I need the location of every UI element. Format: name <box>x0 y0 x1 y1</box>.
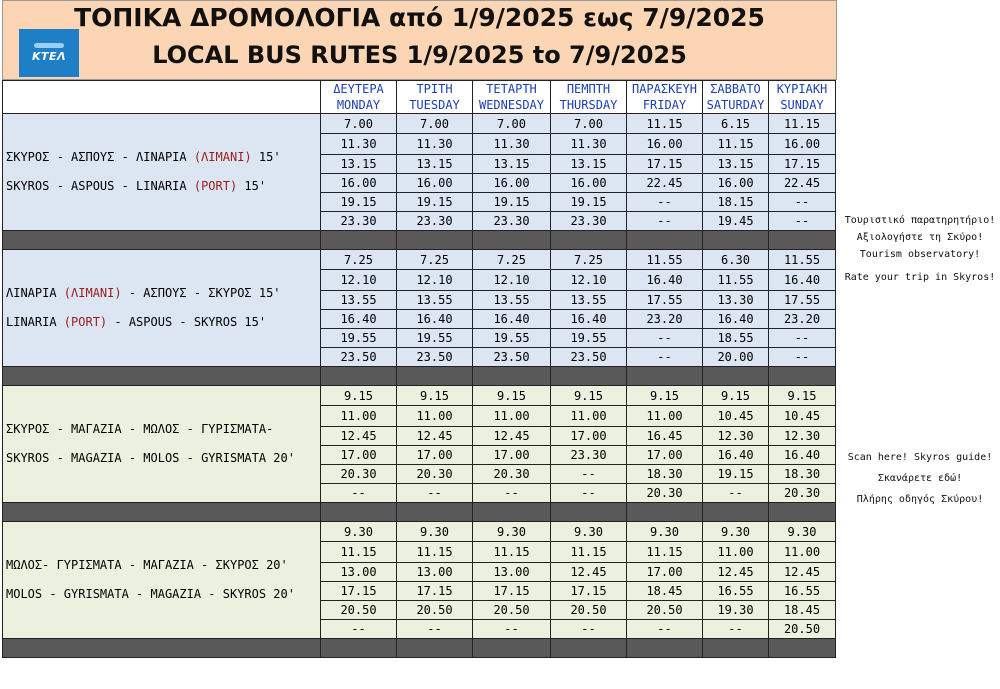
day-english: MONDAY <box>336 98 381 112</box>
departure-time-cell: 13.55 <box>397 291 473 310</box>
separator-cell <box>473 231 551 250</box>
departure-time-cell: 13.15 <box>551 155 627 174</box>
route-text: SKYROS - MAGAZIA - MOLOS - GYRISMATA 20' <box>6 451 295 465</box>
route-name-greek <box>6 556 320 575</box>
departure-time-cell: 11.30 <box>321 134 397 155</box>
departure-time-cell: 7.25 <box>397 250 473 270</box>
separator-cell <box>703 503 769 522</box>
departure-time-cell: 9.15 <box>627 386 703 406</box>
departure-time-cell: 23.30 <box>551 446 627 465</box>
day-greek: ΤΡΙΤΗ <box>416 82 453 96</box>
departure-time-cell: 6.30 <box>703 250 769 270</box>
separator-cell <box>397 503 473 522</box>
departure-time-cell: 23.50 <box>321 348 397 367</box>
route-name-english <box>6 449 320 468</box>
separator-cell <box>321 367 397 386</box>
day-header-row <box>3 81 836 114</box>
departure-time-cell: 11.00 <box>551 406 627 427</box>
day-header <box>397 81 473 114</box>
departure-time-cell: 7.25 <box>321 250 397 270</box>
departure-time-cell: 12.10 <box>473 270 551 291</box>
departure-time-cell: 23.20 <box>627 310 703 329</box>
route-name-english <box>6 177 320 196</box>
departure-time-cell: 11.15 <box>627 114 703 134</box>
departure-time-cell: 13.00 <box>397 563 473 582</box>
day-greek: ΚΥΡΙΑΚΗ <box>776 82 828 96</box>
day-greek: ΣΑΒΒΑΤΟ <box>710 82 761 96</box>
departure-time-cell: 17.15 <box>627 155 703 174</box>
departure-time-cell: 19.55 <box>321 329 397 348</box>
departure-time-cell: 23.20 <box>769 310 836 329</box>
departure-time-cell: 23.50 <box>551 348 627 367</box>
departure-time-cell: 19.15 <box>397 193 473 212</box>
day-english: FRIDAY <box>642 98 687 112</box>
departure-time-cell: 11.30 <box>397 134 473 155</box>
departure-time-cell: 19.15 <box>473 193 551 212</box>
separator-cell <box>397 231 473 250</box>
departure-time-cell: 11.15 <box>769 114 836 134</box>
departure-time-cell: 20.50 <box>397 601 473 620</box>
route-text: ΜΩΛΟΣ- ΓΥΡΙΣΜΑΤΑ - ΜΑΓΑΖΙΑ - ΣΚΥΡΟΣ 20' <box>6 558 288 572</box>
departure-time-cell: 23.30 <box>321 212 397 231</box>
departure-time-cell: 9.15 <box>551 386 627 406</box>
separator-cell <box>769 639 836 658</box>
departure-time-cell: -- <box>473 620 551 639</box>
departure-time-cell: 7.25 <box>473 250 551 270</box>
departure-time-cell: -- <box>769 193 836 212</box>
section-separator <box>3 231 836 250</box>
note-line: Scan here! Skyros guide! <box>847 452 993 463</box>
departure-time-cell: 11.00 <box>627 406 703 427</box>
port-text: (ΛΙΜΑΝΙ) <box>63 286 122 300</box>
departure-time-cell: 7.00 <box>473 114 551 134</box>
table-row <box>3 250 836 270</box>
note-line: Σκανάρετε εδώ! <box>877 473 963 484</box>
route-name-greek <box>6 420 320 439</box>
route-label-cell <box>3 114 321 231</box>
departure-time-cell: 13.55 <box>551 291 627 310</box>
departure-time-cell: 19.15 <box>321 193 397 212</box>
departure-time-cell: 17.00 <box>551 427 627 446</box>
departure-time-cell: -- <box>551 484 627 503</box>
table-row <box>3 522 836 542</box>
departure-time-cell: -- <box>769 348 836 367</box>
departure-time-cell: 16.00 <box>473 174 551 193</box>
departure-time-cell: 17.55 <box>627 291 703 310</box>
departure-time-cell: 13.15 <box>321 155 397 174</box>
departure-time-cell: -- <box>321 484 397 503</box>
departure-time-cell: 19.15 <box>551 193 627 212</box>
section-separator <box>3 639 836 658</box>
departure-time-cell: 20.50 <box>769 620 836 639</box>
header-banner <box>2 0 837 80</box>
route-text: LINARIA <box>6 315 64 329</box>
separator-cell <box>397 639 473 658</box>
departure-time-cell: 20.30 <box>473 465 551 484</box>
departure-time-cell: 7.00 <box>321 114 397 134</box>
departure-time-cell: 16.55 <box>703 582 769 601</box>
departure-time-cell: 9.30 <box>769 522 836 542</box>
route-text: SKYROS - ASPOUS - LINARIA <box>6 179 194 193</box>
departure-time-cell: 17.00 <box>627 446 703 465</box>
departure-time-cell: 11.00 <box>769 542 836 563</box>
route-name-greek <box>6 148 320 167</box>
departure-time-cell: 16.40 <box>769 270 836 291</box>
departure-time-cell: 16.55 <box>769 582 836 601</box>
departure-time-cell: -- <box>627 620 703 639</box>
departure-time-cell: 9.30 <box>627 522 703 542</box>
logo-text: KTEΛ <box>31 50 67 63</box>
departure-time-cell: 11.55 <box>627 250 703 270</box>
departure-time-cell: 13.15 <box>473 155 551 174</box>
departure-time-cell: 17.00 <box>397 446 473 465</box>
departure-time-cell: 16.40 <box>703 446 769 465</box>
separator-cell <box>551 503 627 522</box>
duration-text: - ΑΣΠΟΥΣ - ΣΚΥΡΟΣ 15' <box>121 286 281 300</box>
departure-time-cell: -- <box>321 620 397 639</box>
section-separator <box>3 503 836 522</box>
separator-cell <box>397 367 473 386</box>
route-name-english <box>6 313 320 332</box>
separator-cell <box>473 367 551 386</box>
departure-time-cell: 11.15 <box>551 542 627 563</box>
day-english: THURSDAY <box>559 98 618 112</box>
separator-cell <box>703 367 769 386</box>
separator-cell <box>473 503 551 522</box>
port-text: (ΛΙΜΑΝΙ) <box>193 150 252 164</box>
departure-time-cell: 13.55 <box>321 291 397 310</box>
departure-time-cell: -- <box>627 212 703 231</box>
separator-cell <box>627 231 703 250</box>
departure-time-cell: 16.00 <box>397 174 473 193</box>
separator-cell <box>551 367 627 386</box>
departure-time-cell: 13.00 <box>321 563 397 582</box>
departure-time-cell: 9.15 <box>321 386 397 406</box>
departure-time-cell: 11.00 <box>321 406 397 427</box>
separator-cell <box>3 639 321 658</box>
departure-time-cell: 18.45 <box>627 582 703 601</box>
departure-time-cell: 22.45 <box>769 174 836 193</box>
departure-time-cell: -- <box>769 212 836 231</box>
day-greek: ΠΑΡΑΣΚΕΥΗ <box>631 82 698 96</box>
departure-time-cell: -- <box>703 620 769 639</box>
departure-time-cell: 9.15 <box>397 386 473 406</box>
departure-time-cell: 9.30 <box>397 522 473 542</box>
departure-time-cell: 7.25 <box>551 250 627 270</box>
departure-time-cell: 11.00 <box>473 406 551 427</box>
day-greek: ΠΕΜΠΤΗ <box>566 82 611 96</box>
departure-time-cell: 16.40 <box>703 310 769 329</box>
port-text: (PORT) <box>63 315 108 329</box>
departure-time-cell: 23.30 <box>397 212 473 231</box>
route-text: ΣΚΥΡΟΣ - ΜΑΓΑΖΙΑ - ΜΩΛΟΣ - ΓΥΡΙΣΜΑΤΑ- <box>6 422 274 436</box>
route-name-greek <box>6 284 320 303</box>
duration-text: 15' <box>251 150 281 164</box>
departure-time-cell: 17.15 <box>321 582 397 601</box>
departure-time-cell: 16.40 <box>551 310 627 329</box>
departure-time-cell: 18.45 <box>769 601 836 620</box>
separator-cell <box>3 503 321 522</box>
departure-time-cell: 16.00 <box>321 174 397 193</box>
note-line: Πλήρης οδηγός Σκύρου! <box>856 494 984 505</box>
departure-time-cell: 23.30 <box>551 212 627 231</box>
separator-cell <box>321 639 397 658</box>
departure-time-cell: 12.45 <box>703 563 769 582</box>
departure-time-cell: 11.15 <box>703 134 769 155</box>
skyros-guide-note <box>840 447 1000 510</box>
note-line: Tourism observatory! <box>859 249 981 260</box>
departure-time-cell: 17.15 <box>397 582 473 601</box>
table-row <box>3 386 836 406</box>
departure-time-cell: -- <box>703 484 769 503</box>
separator-cell <box>703 231 769 250</box>
duration-text: 15' <box>237 179 267 193</box>
departure-time-cell: -- <box>473 484 551 503</box>
departure-time-cell: 17.00 <box>473 446 551 465</box>
day-english: SUNDAY <box>780 98 824 112</box>
departure-time-cell: 9.15 <box>703 386 769 406</box>
departure-time-cell: 16.00 <box>627 134 703 155</box>
departure-time-cell: 17.55 <box>769 291 836 310</box>
departure-time-cell: 7.00 <box>551 114 627 134</box>
departure-time-cell: 18.15 <box>703 193 769 212</box>
departure-time-cell: 10.45 <box>703 406 769 427</box>
departure-time-cell: 9.15 <box>473 386 551 406</box>
page-title-english: LOCAL BUS RUTES 1/9/2025 to 7/9/2025 <box>152 41 687 69</box>
departure-time-cell: 22.45 <box>627 174 703 193</box>
departure-time-cell: 13.15 <box>703 155 769 174</box>
departure-time-cell: -- <box>627 193 703 212</box>
route-header-cell <box>3 81 321 114</box>
departure-time-cell: 12.10 <box>397 270 473 291</box>
departure-time-cell: 12.30 <box>769 427 836 446</box>
day-english: SATURDAY <box>706 98 765 112</box>
departure-time-cell: 9.30 <box>703 522 769 542</box>
note-line: Αξιολογήστε τη Σκύρο! <box>856 232 984 243</box>
departure-time-cell: 19.55 <box>473 329 551 348</box>
route-text: MOLOS - GYRISMATA - MAGAZIA - SKYROS 20' <box>6 587 295 601</box>
departure-time-cell: 20.50 <box>627 601 703 620</box>
departure-time-cell: 11.15 <box>473 542 551 563</box>
note-line: Τουριστικό παρατηρητήριο! <box>844 215 996 226</box>
departure-time-cell: 11.15 <box>397 542 473 563</box>
separator-cell <box>769 503 836 522</box>
departure-time-cell: 13.00 <box>473 563 551 582</box>
departure-time-cell: 16.00 <box>703 174 769 193</box>
departure-time-cell: 9.30 <box>321 522 397 542</box>
departure-time-cell: -- <box>551 465 627 484</box>
schedule-table <box>2 80 836 658</box>
day-header <box>321 81 397 114</box>
departure-time-cell: 11.55 <box>703 270 769 291</box>
departure-time-cell: 19.55 <box>551 329 627 348</box>
departure-time-cell: 19.15 <box>703 465 769 484</box>
day-greek: ΤΕΤΑΡΤΗ <box>486 82 537 96</box>
separator-cell <box>627 639 703 658</box>
departure-time-cell: 9.15 <box>769 386 836 406</box>
separator-cell <box>321 231 397 250</box>
separator-cell <box>551 231 627 250</box>
departure-time-cell: 11.00 <box>397 406 473 427</box>
departure-time-cell: 16.40 <box>627 270 703 291</box>
departure-time-cell: 19.45 <box>703 212 769 231</box>
departure-time-cell: 20.50 <box>321 601 397 620</box>
departure-time-cell: 17.00 <box>321 446 397 465</box>
departure-time-cell: 17.15 <box>769 155 836 174</box>
departure-time-cell: 19.55 <box>397 329 473 348</box>
separator-cell <box>703 639 769 658</box>
departure-time-cell: 20.30 <box>397 465 473 484</box>
departure-time-cell: 17.15 <box>551 582 627 601</box>
departure-time-cell: 12.45 <box>551 563 627 582</box>
departure-time-cell: 12.10 <box>551 270 627 291</box>
duration-text: - ASPOUS - SKYROS 15' <box>107 315 267 329</box>
departure-time-cell: 11.00 <box>703 542 769 563</box>
route-text: ΛΙΝΑΡΙΑ <box>6 286 64 300</box>
departure-time-cell: 13.55 <box>473 291 551 310</box>
departure-time-cell: 20.50 <box>551 601 627 620</box>
departure-time-cell: 11.55 <box>769 250 836 270</box>
departure-time-cell: -- <box>397 484 473 503</box>
departure-time-cell: 23.30 <box>473 212 551 231</box>
departure-time-cell: 11.15 <box>627 542 703 563</box>
route-label-cell <box>3 522 321 639</box>
route-name-english <box>6 585 320 604</box>
departure-time-cell: 17.15 <box>473 582 551 601</box>
departure-time-cell: 16.40 <box>473 310 551 329</box>
departure-time-cell: 12.45 <box>397 427 473 446</box>
section-separator <box>3 367 836 386</box>
departure-time-cell: 12.45 <box>769 563 836 582</box>
departure-time-cell: 23.50 <box>397 348 473 367</box>
departure-time-cell: 20.00 <box>703 348 769 367</box>
departure-time-cell: 9.30 <box>551 522 627 542</box>
departure-time-cell: -- <box>397 620 473 639</box>
day-header <box>703 81 769 114</box>
tourism-observatory-note <box>840 212 1000 286</box>
departure-time-cell: 13.15 <box>397 155 473 174</box>
departure-time-cell: 11.30 <box>473 134 551 155</box>
separator-cell <box>551 639 627 658</box>
departure-time-cell: 13.30 <box>703 291 769 310</box>
departure-time-cell: -- <box>769 329 836 348</box>
departure-time-cell: 12.10 <box>321 270 397 291</box>
page-title-greek: ΤΟΠΙΚΑ ΔΡΟΜΟΛΟΓΙΑ από 1/9/2025 εως 7/9/2025 <box>74 3 765 32</box>
departure-time-cell: 20.30 <box>769 484 836 503</box>
day-english: TUESDAY <box>409 98 460 112</box>
departure-time-cell: 16.00 <box>551 174 627 193</box>
departure-time-cell: 18.30 <box>769 465 836 484</box>
separator-cell <box>627 503 703 522</box>
departure-time-cell: 9.30 <box>473 522 551 542</box>
departure-time-cell: 16.40 <box>321 310 397 329</box>
departure-time-cell: 7.00 <box>397 114 473 134</box>
departure-time-cell: 16.40 <box>769 446 836 465</box>
departure-time-cell: -- <box>551 620 627 639</box>
departure-time-cell: 12.45 <box>473 427 551 446</box>
route-label-cell <box>3 250 321 367</box>
departure-time-cell: 18.30 <box>627 465 703 484</box>
departure-time-cell: 10.45 <box>769 406 836 427</box>
departure-time-cell: 20.30 <box>627 484 703 503</box>
route-text: ΣΚΥΡΟΣ - ΑΣΠΟΥΣ - ΛΙΝΑΡΙΑ <box>6 150 194 164</box>
departure-time-cell: 6.15 <box>703 114 769 134</box>
departure-time-cell: 19.30 <box>703 601 769 620</box>
departure-time-cell: 17.00 <box>627 563 703 582</box>
separator-cell <box>321 503 397 522</box>
departure-time-cell: 20.50 <box>473 601 551 620</box>
departure-time-cell: 11.15 <box>321 542 397 563</box>
departure-time-cell: -- <box>627 329 703 348</box>
separator-cell <box>627 367 703 386</box>
day-english: WEDNESDAY <box>478 98 545 112</box>
departure-time-cell: 11.30 <box>551 134 627 155</box>
departure-time-cell: 12.30 <box>703 427 769 446</box>
note-line: Rate your trip in Skyros! <box>844 272 996 283</box>
separator-cell <box>473 639 551 658</box>
departure-time-cell: 16.00 <box>769 134 836 155</box>
departure-time-cell: 23.50 <box>473 348 551 367</box>
departure-time-cell: -- <box>627 348 703 367</box>
departure-time-cell: 12.45 <box>321 427 397 446</box>
separator-cell <box>3 231 321 250</box>
separator-cell <box>3 367 321 386</box>
separator-cell <box>769 231 836 250</box>
day-header <box>769 81 836 114</box>
departure-time-cell: 16.45 <box>627 427 703 446</box>
port-text: (PORT) <box>193 179 238 193</box>
departure-time-cell: 16.40 <box>397 310 473 329</box>
day-greek: ΔΕΥΤΕΡΑ <box>333 82 384 96</box>
table-row <box>3 114 836 134</box>
day-header <box>473 81 551 114</box>
departure-time-cell: 20.30 <box>321 465 397 484</box>
separator-cell <box>769 367 836 386</box>
route-label-cell <box>3 386 321 503</box>
departure-time-cell: 18.55 <box>703 329 769 348</box>
day-header <box>627 81 703 114</box>
day-header <box>551 81 627 114</box>
